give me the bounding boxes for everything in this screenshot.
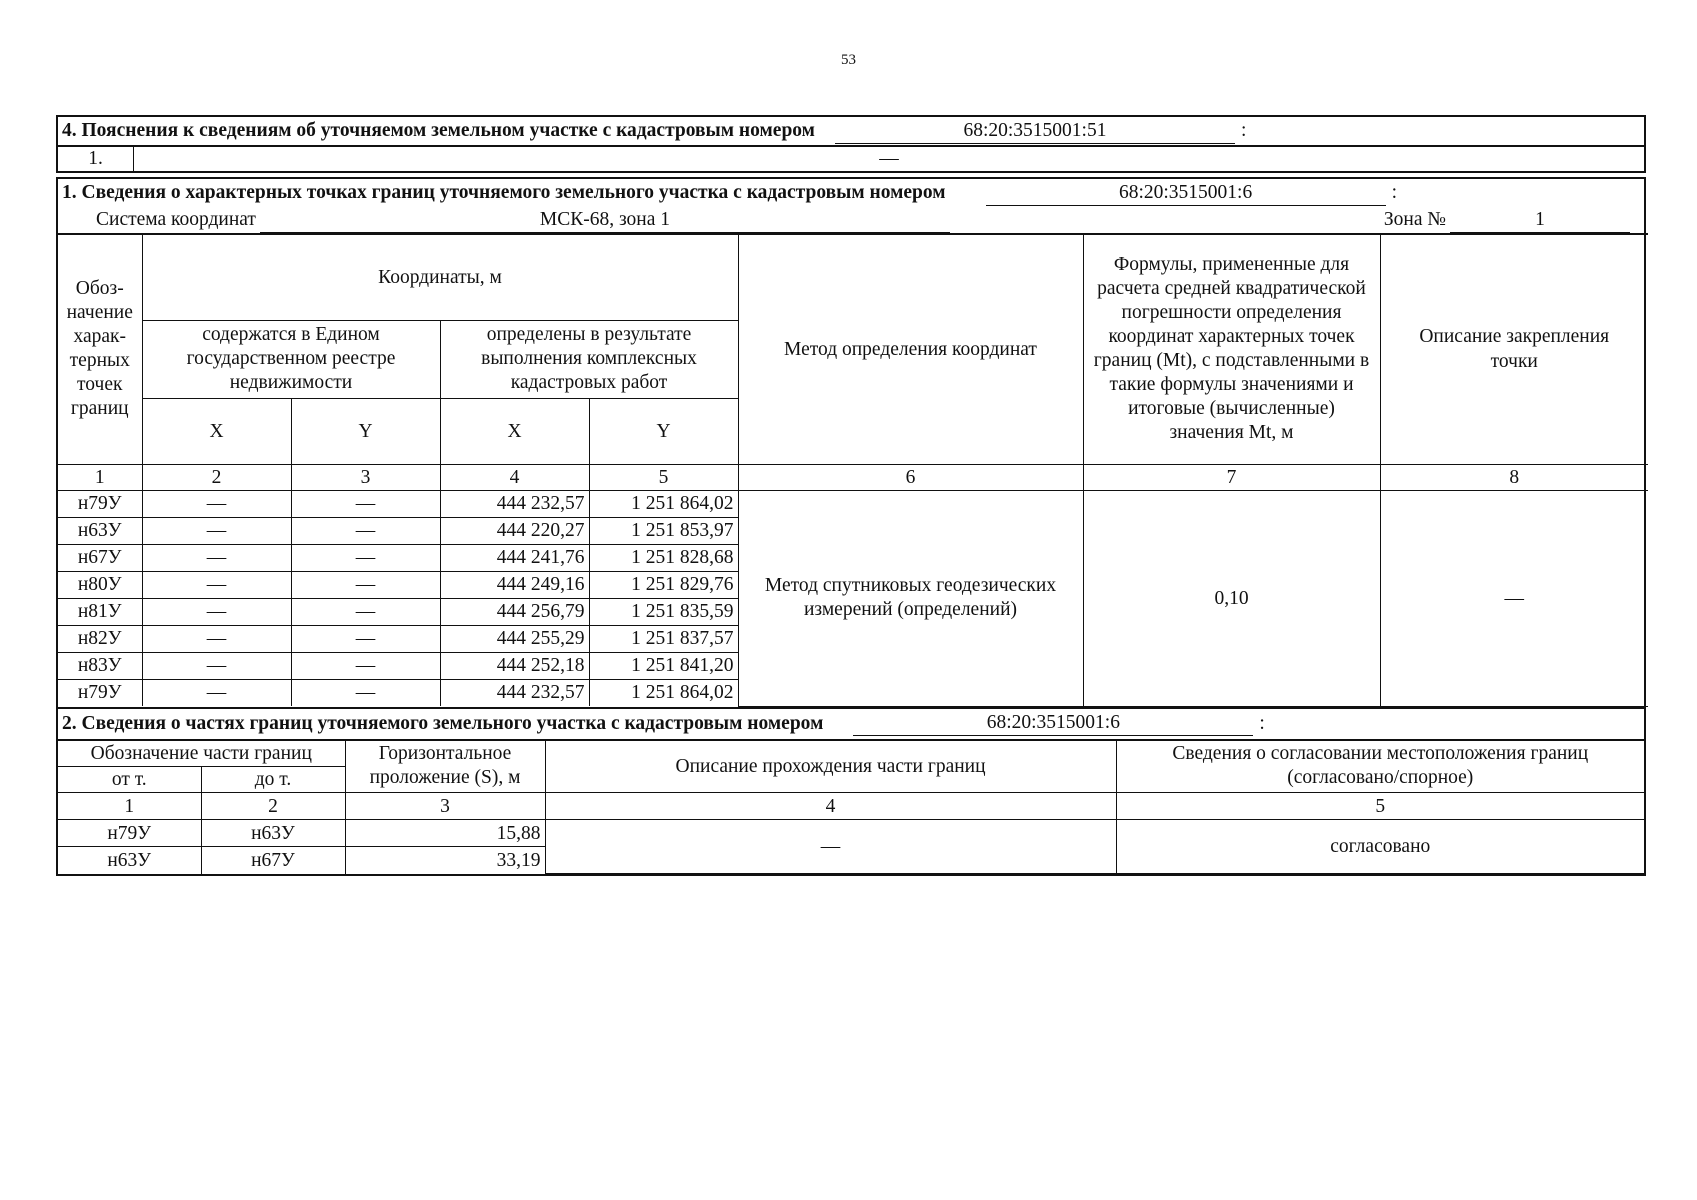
section1-cadastral-number: 68:20:3515001:6 [986, 181, 1386, 206]
point-y: 1 251 864,02 [589, 679, 738, 706]
point-x-registry: — [142, 544, 291, 571]
point-y: 1 251 853,97 [589, 517, 738, 544]
section1-title: 1. Сведения о характерных точках границ уточняемого земельного участка с кадастровым номером [62, 182, 946, 203]
point-name: н63У [58, 517, 142, 544]
col-number: 4 [545, 793, 1116, 820]
section2-colon: : [1259, 712, 1265, 734]
points-table [58, 233, 1648, 707]
col-number: 3 [291, 464, 440, 490]
point-y: 1 251 829,76 [589, 571, 738, 598]
col-number: 7 [1083, 464, 1380, 490]
coord-system-label: Система координат [96, 209, 256, 230]
fixing-value: — [1380, 490, 1648, 706]
section4-colon: : [1240, 120, 1247, 141]
part-from: н79У [58, 820, 201, 847]
mt-value: 0,10 [1083, 490, 1380, 706]
point-x: 444 232,57 [440, 490, 589, 517]
point-y-registry: — [291, 544, 440, 571]
point-x: 444 249,16 [440, 571, 589, 598]
header-in-registry: содержатся в Едином государственном реестре недвижимости [142, 320, 440, 398]
point-x-registry: — [142, 625, 291, 652]
header-formulas: Формулы, примененные для расчета средней квадратической погрешности определения координат характерных точек границ (Mt), с подставленными в такие формулы значениями и итоговые (вычисленные) значения Mt, м [1083, 234, 1380, 464]
col-number: 1 [58, 464, 142, 490]
coord-system-value: МСК-68, зона 1 [260, 208, 950, 233]
agreement-value: согласовано [1116, 820, 1644, 874]
col-number: 1 [58, 793, 201, 820]
point-name: н67У [58, 544, 142, 571]
part-length: 15,88 [345, 820, 545, 847]
point-x: 444 256,79 [440, 598, 589, 625]
point-x: 444 241,76 [440, 544, 589, 571]
point-y-registry: — [291, 490, 440, 517]
point-y: 1 251 828,68 [589, 544, 738, 571]
section1-header [58, 179, 1644, 207]
point-x-registry: — [142, 598, 291, 625]
point-x-registry: — [142, 490, 291, 517]
point-y: 1 251 841,20 [589, 652, 738, 679]
parts-table [58, 739, 1644, 875]
part-to: н67У [201, 847, 345, 874]
point-x: 444 252,18 [440, 652, 589, 679]
point-x-registry: — [142, 571, 291, 598]
section1-colon: : [1391, 182, 1397, 203]
point-name: н80У [58, 571, 142, 598]
point-y-registry: — [291, 598, 440, 625]
col-number: 6 [738, 464, 1083, 490]
point-x-registry: — [142, 517, 291, 544]
header-part-designation: Обозначение части границ [58, 740, 345, 767]
note-text: — [879, 148, 899, 169]
section4-note-row [58, 145, 1644, 171]
col-number: 4 [440, 464, 589, 490]
col-number: 2 [142, 464, 291, 490]
col-number: 3 [345, 793, 545, 820]
point-name: н82У [58, 625, 142, 652]
header-fixing: Описание закрепления точки [1380, 234, 1648, 464]
header-x-determined: X [440, 398, 589, 464]
point-y: 1 251 864,02 [589, 490, 738, 517]
point-y: 1 251 837,57 [589, 625, 738, 652]
point-name: н83У [58, 652, 142, 679]
point-x: 444 232,57 [440, 679, 589, 706]
point-x-registry: — [142, 679, 291, 706]
header-to: до т. [201, 767, 345, 793]
section1-block [56, 177, 1646, 876]
point-name: н81У [58, 598, 142, 625]
point-name: н79У [58, 679, 142, 706]
header-y-registry: Y [291, 398, 440, 464]
method-value: Метод спутниковых геодезических измерений (определений) [738, 490, 1083, 706]
point-y-registry: — [291, 517, 440, 544]
header-method: Метод определения координат [738, 234, 1083, 464]
header-length: Горизонтальное проложение (S), м [345, 740, 545, 793]
header-y-determined: Y [589, 398, 738, 464]
coord-system-row [58, 207, 1644, 233]
section2-header [58, 707, 1644, 739]
point-name: н79У [58, 490, 142, 517]
table-row [58, 490, 1648, 517]
header-description: Описание прохождения части границ [545, 740, 1116, 793]
column-numbers-row [58, 793, 1644, 820]
part-to: н63У [201, 820, 345, 847]
section4-title: 4. Пояснения к сведениям об уточняемом земельном участке с кадастровым номером [62, 120, 815, 141]
point-x: 444 220,27 [440, 517, 589, 544]
point-x: 444 255,29 [440, 625, 589, 652]
zone-label: Зона № [1383, 209, 1446, 230]
header-determined: определены в результате выполнения комплексных кадастровых работ [440, 320, 738, 398]
point-x-registry: — [142, 652, 291, 679]
header-coordinates: Координаты, м [142, 234, 738, 320]
point-y-registry: — [291, 571, 440, 598]
header-x-registry: X [142, 398, 291, 464]
point-y-registry: — [291, 652, 440, 679]
part-from: н63У [58, 847, 201, 874]
col-number: 5 [1116, 793, 1644, 820]
document-body [56, 115, 1646, 876]
table-row [58, 820, 1644, 847]
section2-cadastral-number: 68:20:3515001:6 [853, 711, 1253, 736]
header-designation: Обоз- начение харак- терных точек границ [58, 234, 142, 464]
page-number: 53 [841, 52, 856, 68]
col-number: 2 [201, 793, 345, 820]
section4-block [56, 115, 1646, 173]
point-y: 1 251 835,59 [589, 598, 738, 625]
point-y-registry: — [291, 679, 440, 706]
section4-cadastral-number: 68:20:3515001:51 [835, 119, 1235, 144]
part-length: 33,19 [345, 847, 545, 874]
note-number: 1. [58, 147, 134, 171]
section2-title: 2. Сведения о частях границ уточняемого земельного участка с кадастровым номером [62, 712, 824, 734]
col-number: 5 [589, 464, 738, 490]
zone-value: 1 [1450, 208, 1630, 233]
point-y-registry: — [291, 625, 440, 652]
column-numbers-row [58, 464, 1648, 490]
description-value: — [545, 820, 1116, 874]
header-from: от т. [58, 767, 201, 793]
section4-header [58, 117, 1644, 145]
header-agreement: Сведения о согласовании местоположения границ (согласовано/спорное) [1116, 740, 1644, 793]
col-number: 8 [1380, 464, 1648, 490]
